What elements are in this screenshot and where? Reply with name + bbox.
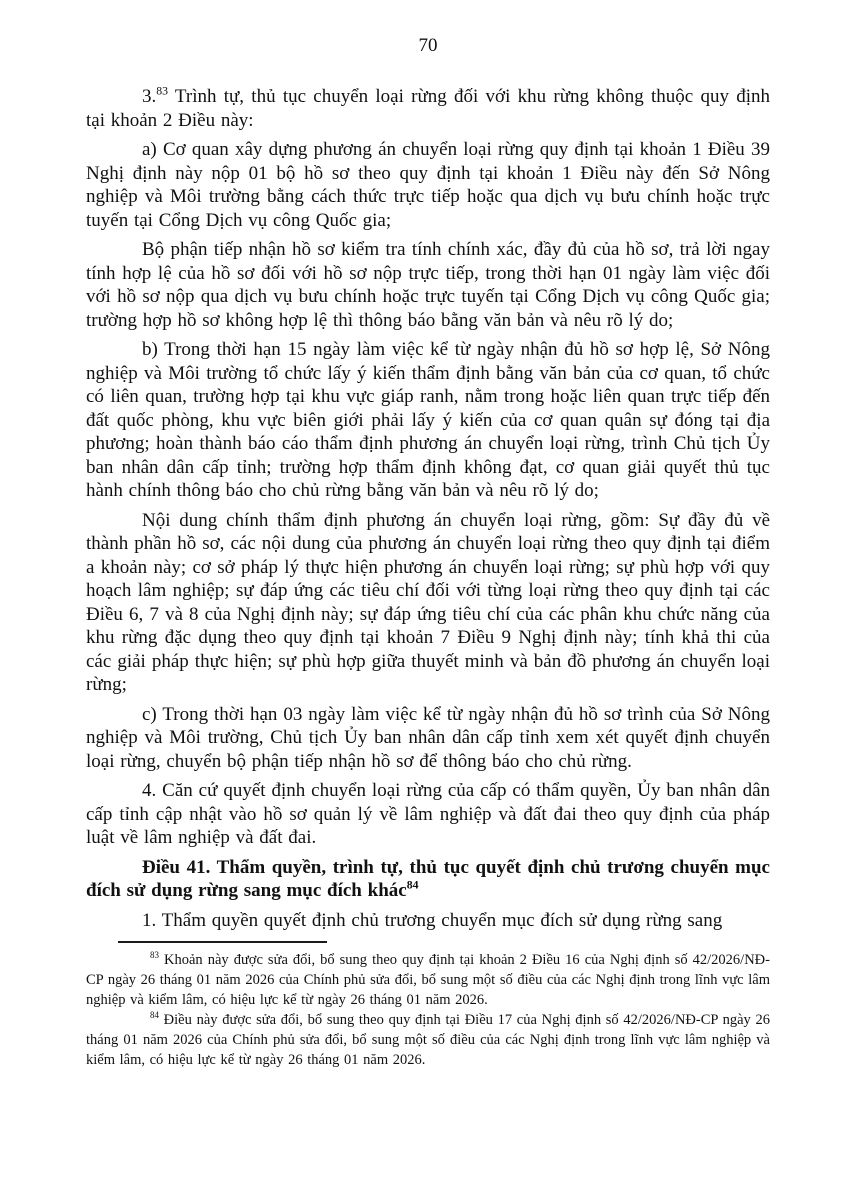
footnote-ref-84: 84 [406, 878, 419, 892]
document-body [86, 85, 770, 932]
paragraph-point-b: b) Trong thời hạn 15 ngày làm việc kể từ ngày nhận đủ hồ sơ hợp lệ, Sở Nông nghiệp và Môi trường tổ chức lấy ý kiến thẩm định bằng văn bản của cơ quan, tổ chức có liên quan, trường hợp tại khu vực giáp ranh, nằm trong hoặc liên quan trực tiếp đến đất quốc phòng, khu vực biên giới phải lấy ý kiến của cơ quan quân sự đóng tại địa phương; hoàn thành báo cáo thẩm định phương án chuyển loại rừng, trình Chủ tịch Ủy ban nhân dân cấp tỉnh; trường hợp thẩm định không đạt, cơ quan giải quyết thủ tục hành chính thông báo cho chủ rừng bằng văn bản và nêu rõ lý do; [86, 339, 770, 501]
article-41-title: Điều 41. Thẩm quyền, trình tự, thủ tục quyết định chủ trương chuyển mục đích sử dụng rừng sang mục đích khác [86, 856, 770, 901]
paragraph-point-c: c) Trong thời hạn 03 ngày làm việc kể từ ngày nhận đủ hồ sơ trình của Sở Nông nghiệp và Môi trường, Chủ tịch Ủy ban nhân dân cấp tỉnh xem xét quyết định chuyển loại rừng, chuyển bộ phận tiếp nhận hồ sơ để thông báo cho chủ rừng. [86, 703, 770, 772]
clause-3-text: Trình tự, thủ tục chuyển loại rừng đối với khu rừng không thuộc quy định tại khoản 2 Điều này: [86, 86, 770, 131]
paragraph-clause-1: 1. Thẩm quyền quyết định chủ trương chuyển mục đích sử dụng rừng sang [142, 909, 723, 931]
footnote-ref-83: 83 [156, 84, 169, 98]
footnotes-section [86, 941, 770, 1070]
footnote-83-marker: 83 [150, 950, 159, 961]
paragraph-dossier-check: Bộ phận tiếp nhận hồ sơ kiểm tra tính chính xác, đầy đủ của hồ sơ, trả lời ngay tính hợp lệ của hồ sơ đối với hồ sơ nộp trực tiếp, trong thời hạn 01 ngày làm việc đối với hồ sơ nộp qua dịch vụ bưu chính hoặc trực tuyến tại Cổng Dịch vụ công Quốc gia; trường hợp hồ sơ không hợp lệ thì thông báo bằng văn bản và nêu rõ lý do; [86, 239, 770, 331]
page-number: 70 [418, 35, 438, 56]
paragraph-clause-4: 4. Căn cứ quyết định chuyển loại rừng của cấp có thẩm quyền, Ủy ban nhân dân cấp tỉnh cập nhật vào hồ sơ quản lý về lâm nghiệp và đất đai theo quy định của pháp luật về lâm nghiệp và đất đai. [86, 780, 770, 848]
paragraph-point-a: a) Cơ quan xây dựng phương án chuyển loại rừng quy định tại khoản 1 Điều 39 Nghị định này nộp 01 bộ hồ sơ theo quy định tại khoản 1 Điều này đến Sở Nông nghiệp và Môi trường bằng cách thức trực tiếp hoặc qua dịch vụ bưu chính hoặc trực tuyến tại Cổng Dịch vụ công Quốc gia; [86, 139, 770, 231]
clause-3-lead: 3. [142, 86, 157, 107]
footnote-83 [86, 950, 770, 1010]
footnote-84 [86, 1010, 770, 1070]
footnote-83-text: Khoản này được sửa đổi, bổ sung theo quy định tại khoản 2 Điều 16 của Nghị định số 42/2026/NĐ-CP ngày 26 tháng 01 năm 2026 của Chính phủ sửa đổi, bổ sung một số điều của các Nghị định trong lĩnh vực lâm nghiệp và kiểm lâm, có hiệu lực kể từ ngày 26 tháng 01 năm 2026. [86, 952, 770, 1008]
paragraph-clause-3 [86, 85, 770, 132]
footnote-separator [118, 941, 327, 943]
footnote-84-text: Điều này được sửa đổi, bổ sung theo quy định tại Điều 17 của Nghị định số 42/2026/NĐ-CP ngày 26 tháng 01 năm 2026 của Chính phủ sửa đổi, bổ sung một số điều của các Nghị định trong lĩnh vực lâm nghiệp và kiểm lâm, có hiệu lực kể từ ngày 26 tháng 01 năm 2026. [86, 1012, 770, 1068]
footnote-84-marker: 84 [150, 1010, 159, 1021]
article-41-heading [86, 856, 770, 903]
paragraph-appraisal-content: Nội dung chính thẩm định phương án chuyển loại rừng, gồm: Sự đầy đủ về thành phần hồ sơ, các nội dung của phương án chuyển loại rừng theo quy định tại điểm a khoản này; cơ sở pháp lý thực hiện phương án chuyển loại rừng; sự phù hợp với quy hoạch lâm nghiệp; sự đáp ứng các tiêu chí đối với từng loại rừng theo quy định tại các Điều 6, 7 và 8 của Nghị định này; sự đáp ứng tiêu chí của các phân khu chức năng của khu rừng đặc dụng theo quy định tại khoản 7 Điều 9 Nghị định này; tính khả thi của các giải pháp thực hiện; sự phù hợp giữa thuyết minh và bản đồ phương án chuyển loại rừng; [86, 509, 770, 695]
